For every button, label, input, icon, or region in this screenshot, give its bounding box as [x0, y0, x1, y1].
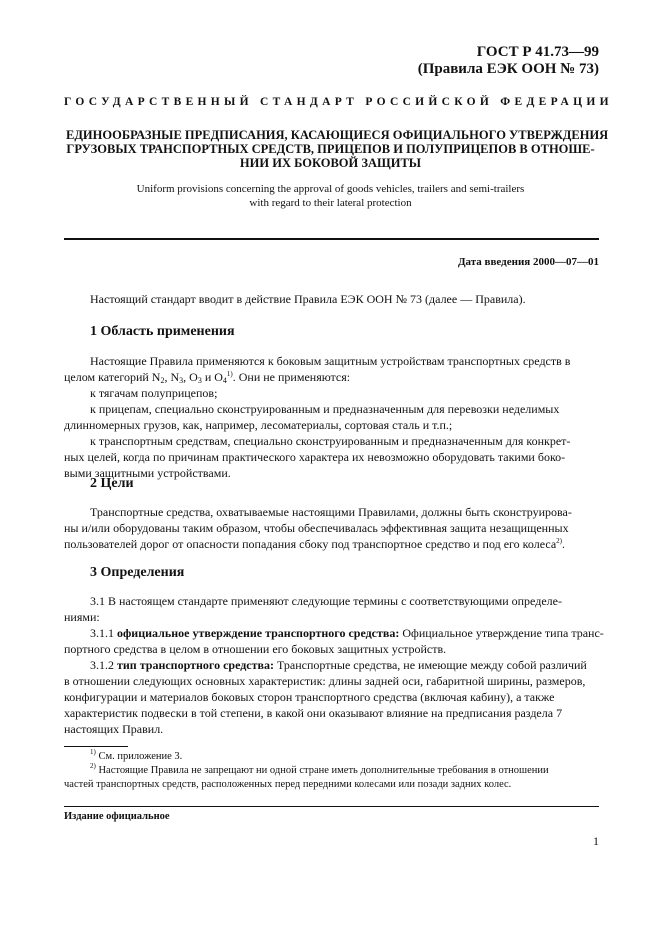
- clause-3-1-2-cont: конфигурации и материалов боковых сторон транспортного средства (включая кабину), а также: [64, 690, 555, 704]
- intro-paragraph: [64, 291, 599, 307]
- clause-3-1-1-cont: портного средства в целом в отношении его боковых защитных устройств.: [64, 642, 447, 656]
- official-edition-label: Издание официальное: [64, 811, 170, 822]
- footnote-text: См. приложение 3.: [95, 751, 183, 762]
- clause-3-1: 3.1 В настоящем стандарте применяют следующие термины с соответствующими определе-: [90, 594, 562, 608]
- rules-reference: (Правила ЕЭК ООН № 73): [417, 61, 599, 77]
- section-1-heading: 1 Область применения: [90, 324, 235, 339]
- footnote-text: Настоящие Правила не запрещают ни одной стране иметь дополнительные требования в отношении: [95, 765, 549, 776]
- header-divider: [64, 238, 599, 240]
- text-span: , N: [164, 370, 180, 384]
- section-1-line: Настоящие Правила применяются к боковым защитным устройствам транспортных средств в: [90, 354, 571, 368]
- text-span: и O: [201, 370, 223, 384]
- title-line: НИИ ИХ БОКОВОЙ ЗАЩИТЫ: [239, 156, 422, 170]
- standard-code: [418, 44, 599, 78]
- definition-text: Официальное утверждение типа транс-: [399, 626, 604, 640]
- text-span: , O: [183, 370, 198, 384]
- english-title-line: Uniform provisions concerning the approval of goods vehicles, trailers and semi-trailers: [136, 183, 525, 195]
- text-span: целом категорий N: [64, 370, 161, 384]
- exclusion-item: к тягачам полуприцепов;: [90, 386, 218, 400]
- section-2-line: [64, 536, 599, 552]
- introduction-date: Дата введения 2000—07—01: [457, 256, 599, 268]
- footnote-1: [64, 750, 599, 764]
- section-2-line: ны и/или оборудованы таким образом, чтобы обеспечивалась эффективная защита незащищенных: [64, 521, 569, 535]
- section-2-body: [64, 504, 599, 552]
- title-line: ГРУЗОВЫХ ТРАНСПОРТНЫХ СРЕДСТВ, ПРИЦЕПОВ И ПОЛУПРИЦЕПОВ В ОТНОШЕ-: [66, 142, 595, 156]
- clause-3-1-2-cont: характеристик подвески в той степени, в какой они оказывают влияние на предписания раздела 7: [64, 706, 563, 720]
- clause-number: 3.1.2: [90, 658, 117, 672]
- subscript: 2: [160, 376, 165, 385]
- section-1-body: [64, 353, 599, 481]
- section-1-categories-line: [64, 369, 599, 385]
- footnote-divider: [64, 746, 128, 747]
- footnote-mark: 2): [90, 762, 96, 770]
- definition-text: Транспортные средства, не имеющие между собой различий: [274, 658, 587, 672]
- subscript: 3: [197, 376, 202, 385]
- footnote-mark: 1): [90, 748, 96, 756]
- text-span: .: [562, 537, 566, 551]
- exclusion-item-cont: длинномерных грузов, как, например, лесоматериалы, сортовая сталь и т.п.;: [64, 418, 453, 432]
- clause-number: 3.1.1: [90, 626, 117, 640]
- term: тип транспортного средства:: [117, 658, 275, 672]
- clause-3-1-2-cont: в отношении следующих основных характеристик: длины задней оси, габаритной ширины, размеров,: [64, 674, 586, 688]
- english-title: [60, 182, 601, 210]
- term: официальное утверждение транспортного средства:: [117, 626, 400, 640]
- exclusion-item-cont: ных целей, когда по причинам практического характера их невозможно оборудовать такими боко-: [64, 450, 566, 464]
- text-span: . Они не применяются:: [232, 370, 351, 384]
- exclusion-item: к прицепам, специально сконструированным и предназначенным для перевозки неделимых: [90, 402, 560, 416]
- footnote-ref: 1): [226, 370, 233, 378]
- exclusion-item: к транспортным средствам, специально сконструированным и предназначенным для конкрет-: [90, 434, 571, 448]
- footnote-2-cont: частей транспортных средств, расположенных перед передними колесами или позади задних колес.: [64, 779, 512, 790]
- footnotes: [64, 750, 599, 792]
- clause-3-1-2: [64, 657, 599, 673]
- section-3-heading: 3 Определения: [90, 565, 185, 580]
- page-number: 1: [593, 834, 599, 848]
- state-standard-heading: ГОСУДАРСТВЕННЫЙ СТАНДАРТ РОССИЙСКОЙ ФЕДЕРАЦИИ: [64, 96, 613, 108]
- section-2-heading: 2 Цели: [90, 476, 134, 491]
- subscript: 3: [179, 376, 184, 385]
- clause-3-1-cont: ниями:: [64, 610, 100, 624]
- text-span: пользователей дорог от опасности попадания сбоку под транспортное средство и под его колеса: [64, 537, 557, 551]
- section-3-body: [64, 593, 604, 737]
- intro-text: Настоящий стандарт вводит в действие Правила ЕЭК ООН № 73 (далее — Правила).: [90, 292, 526, 306]
- clause-3-1-2-cont: настоящих Правил.: [64, 722, 164, 736]
- exclusion-item-cont: выми защитными устройствами.: [64, 466, 231, 480]
- document-title: [66, 128, 609, 170]
- subscript: 4: [222, 376, 227, 385]
- clause-3-1-1: [64, 625, 604, 641]
- footer-divider: [64, 806, 599, 807]
- title-line: ЕДИНООБРАЗНЫЕ ПРЕДПИСАНИЯ, КАСАЮЩИЕСЯ ОФИЦИАЛЬНОГО УТВЕРЖДЕНИЯ: [66, 128, 609, 142]
- section-2-line: Транспортные средства, охватываемые настоящими Правилами, должны быть сконструирова-: [90, 505, 572, 519]
- footnote-ref: 2): [556, 537, 563, 545]
- footnote-2: [64, 764, 599, 778]
- english-title-line: with regard to their lateral protection: [249, 197, 412, 209]
- standard-number: ГОСТ Р 41.73—99: [476, 44, 599, 60]
